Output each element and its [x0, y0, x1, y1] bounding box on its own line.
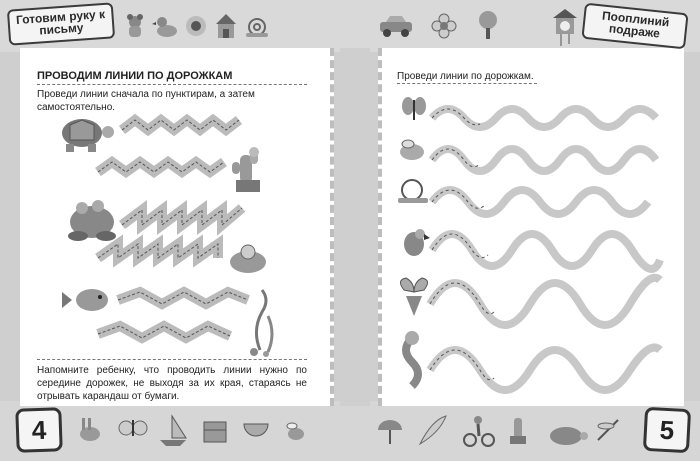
cyclist-icon [464, 416, 494, 446]
chest-icon [204, 422, 226, 442]
feather-icon [420, 416, 446, 444]
series-badge-left: Готовим руку к письму [7, 2, 115, 45]
page-number-right: 5 [643, 407, 691, 453]
rabbit-icon [80, 418, 100, 441]
right-instruction: Проведи линии по дорожкам. [397, 70, 537, 84]
watermelon-icon [244, 424, 268, 436]
page-number-left: 4 [15, 407, 63, 453]
turtle-icon [550, 427, 588, 445]
series-badge-right: Пооплиний подраже [581, 3, 688, 50]
parent-note: Напомните ребенку, что проводить линии нужно по середине дорожек, не выходя за их края, стараясь не отрывать карандаш от бумаги. [37, 359, 307, 403]
cactus-icon [510, 418, 526, 444]
dragonfly-icon [598, 420, 618, 440]
exercise-title: ПРОВОДИМ ЛИНИИ ПО ДОРОЖКАМ [37, 70, 307, 85]
bee-icon [287, 423, 304, 440]
boat-icon [160, 416, 186, 446]
butterfly-icon [119, 420, 147, 436]
left-instruction: Проведи линии сначала по пунктирам, а затем самостоятельно. [37, 89, 255, 113]
umbrella-icon [378, 420, 402, 444]
